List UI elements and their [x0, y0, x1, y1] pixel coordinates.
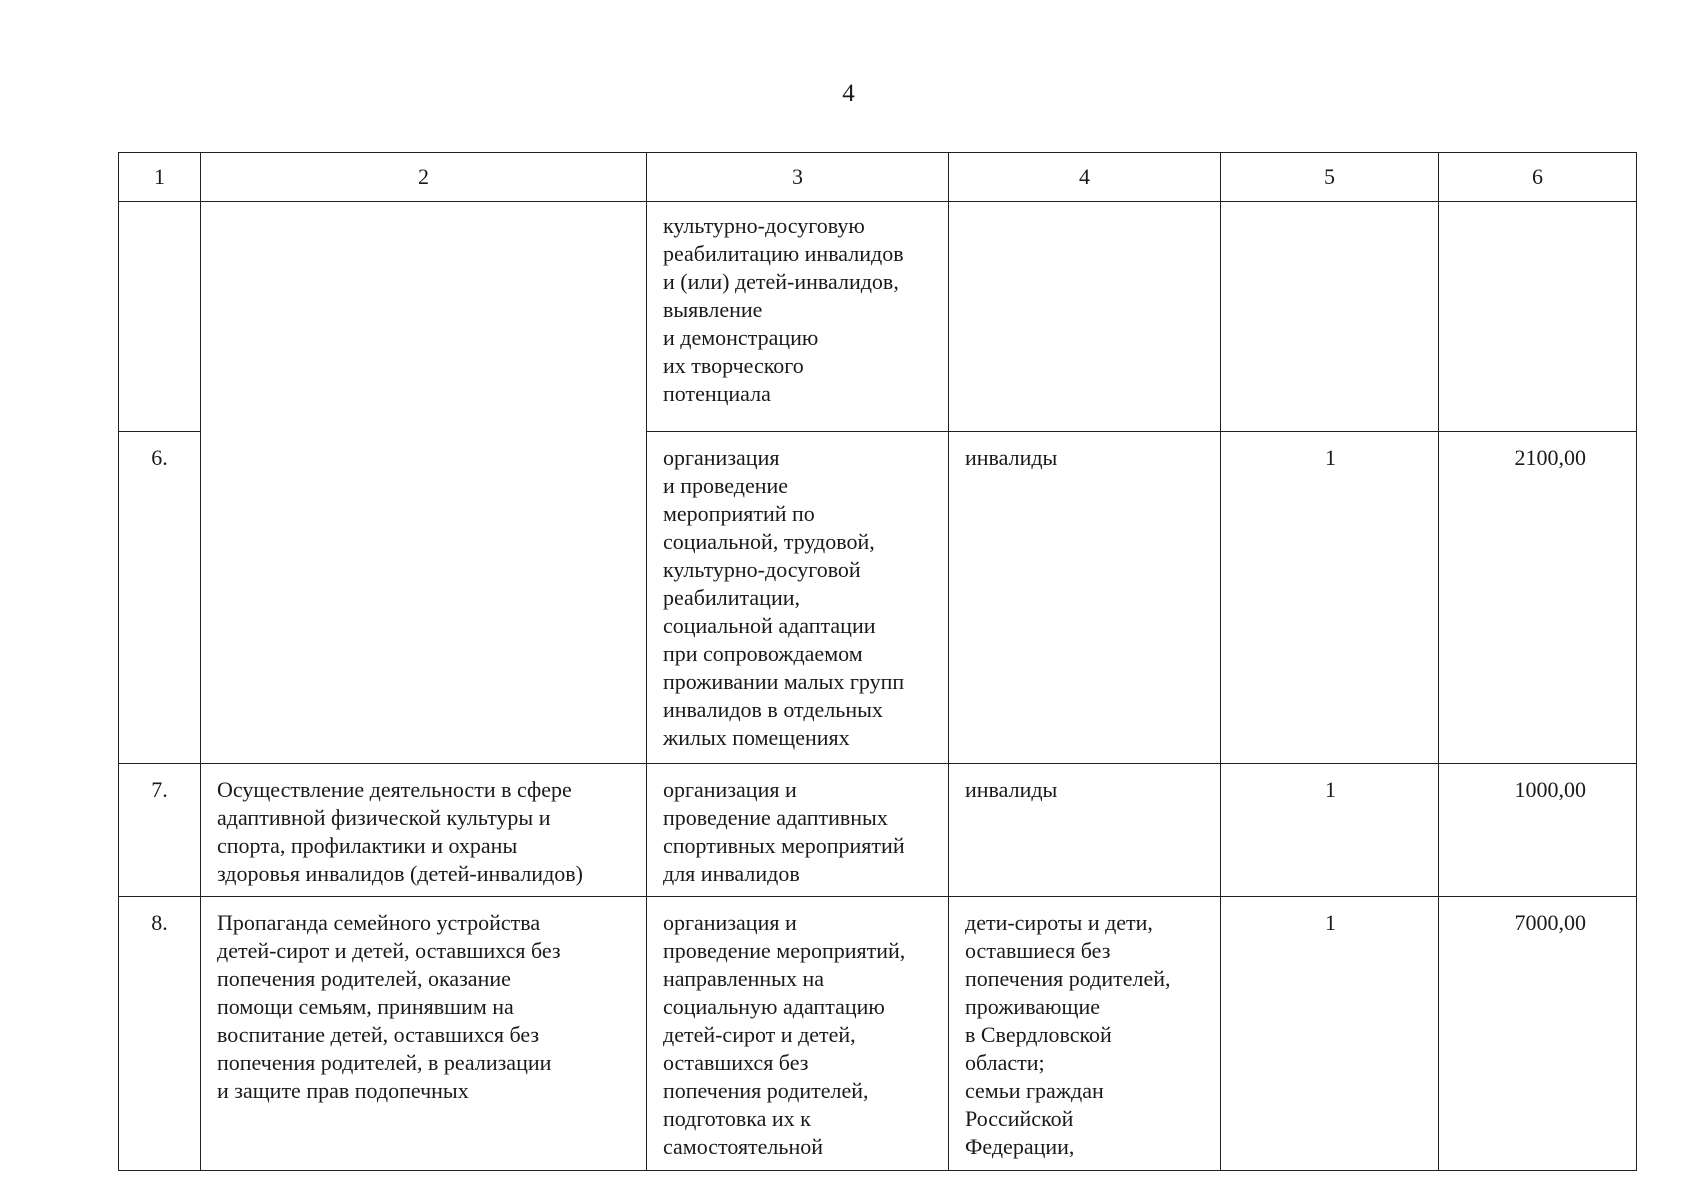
activity-cell [201, 202, 647, 764]
data-table [118, 152, 1637, 1171]
amount-cell [1439, 202, 1637, 432]
quantity-cell: 1 [1221, 764, 1439, 897]
column-header-3: 3 [647, 153, 949, 202]
row-number: 7. [119, 764, 201, 897]
table-row [119, 764, 1637, 897]
amount-cell: 2100,00 [1439, 432, 1637, 764]
column-header-4: 4 [949, 153, 1221, 202]
activity-cell: Осуществление деятельности в сфере адаптивной физической культуры и спорта, профилактики и охраны здоровья инвалидов (детей-инвалидов) [201, 764, 647, 897]
measures-cell: культурно-досуговую реабилитацию инвалидов и (или) детей-инвалидов, выявление и демонстрацию их творческого потенциала [647, 202, 949, 432]
row-number: 8. [119, 897, 201, 1171]
measures-cell: организация и проведение адаптивных спортивных мероприятий для инвалидов [647, 764, 949, 897]
row-number [119, 202, 201, 432]
quantity-cell: 1 [1221, 897, 1439, 1171]
recipients-cell: инвалиды [949, 764, 1221, 897]
recipients-cell [949, 202, 1221, 432]
row-number: 6. [119, 432, 201, 764]
table-row [119, 897, 1637, 1171]
table-row [119, 202, 1637, 432]
amount-cell: 1000,00 [1439, 764, 1637, 897]
column-header-5: 5 [1221, 153, 1439, 202]
recipients-cell: дети-сироты и дети, оставшиеся без попечения родителей, проживающие в Свердловской области; семьи граждан Российской Федерации, [949, 897, 1221, 1171]
activity-cell: Пропаганда семейного устройства детей-сирот и детей, оставшихся без попечения родителей, оказание помощи семьям, принявшим на воспитание детей, оставшихся без попечения родителей, в реализации и защите прав подопечных [201, 897, 647, 1171]
quantity-cell [1221, 202, 1439, 432]
page-number: 4 [842, 80, 855, 107]
column-header-1: 1 [119, 153, 201, 202]
measures-cell: организация и проведение мероприятий по социальной, трудовой, культурно-досуговой реабилитации, социальной адаптации при сопровождаемом проживании малых групп инвалидов в отдельных жилых помещениях [647, 432, 949, 764]
measures-cell: организация и проведение мероприятий, направленных на социальную адаптацию детей-сирот и детей, оставшихся без попечения родителей, подготовка их к самостоятельной [647, 897, 949, 1171]
amount-cell: 7000,00 [1439, 897, 1637, 1171]
column-header-2: 2 [201, 153, 647, 202]
table-header-row [119, 153, 1637, 202]
quantity-cell: 1 [1221, 432, 1439, 764]
recipients-cell: инвалиды [949, 432, 1221, 764]
column-header-6: 6 [1439, 153, 1637, 202]
